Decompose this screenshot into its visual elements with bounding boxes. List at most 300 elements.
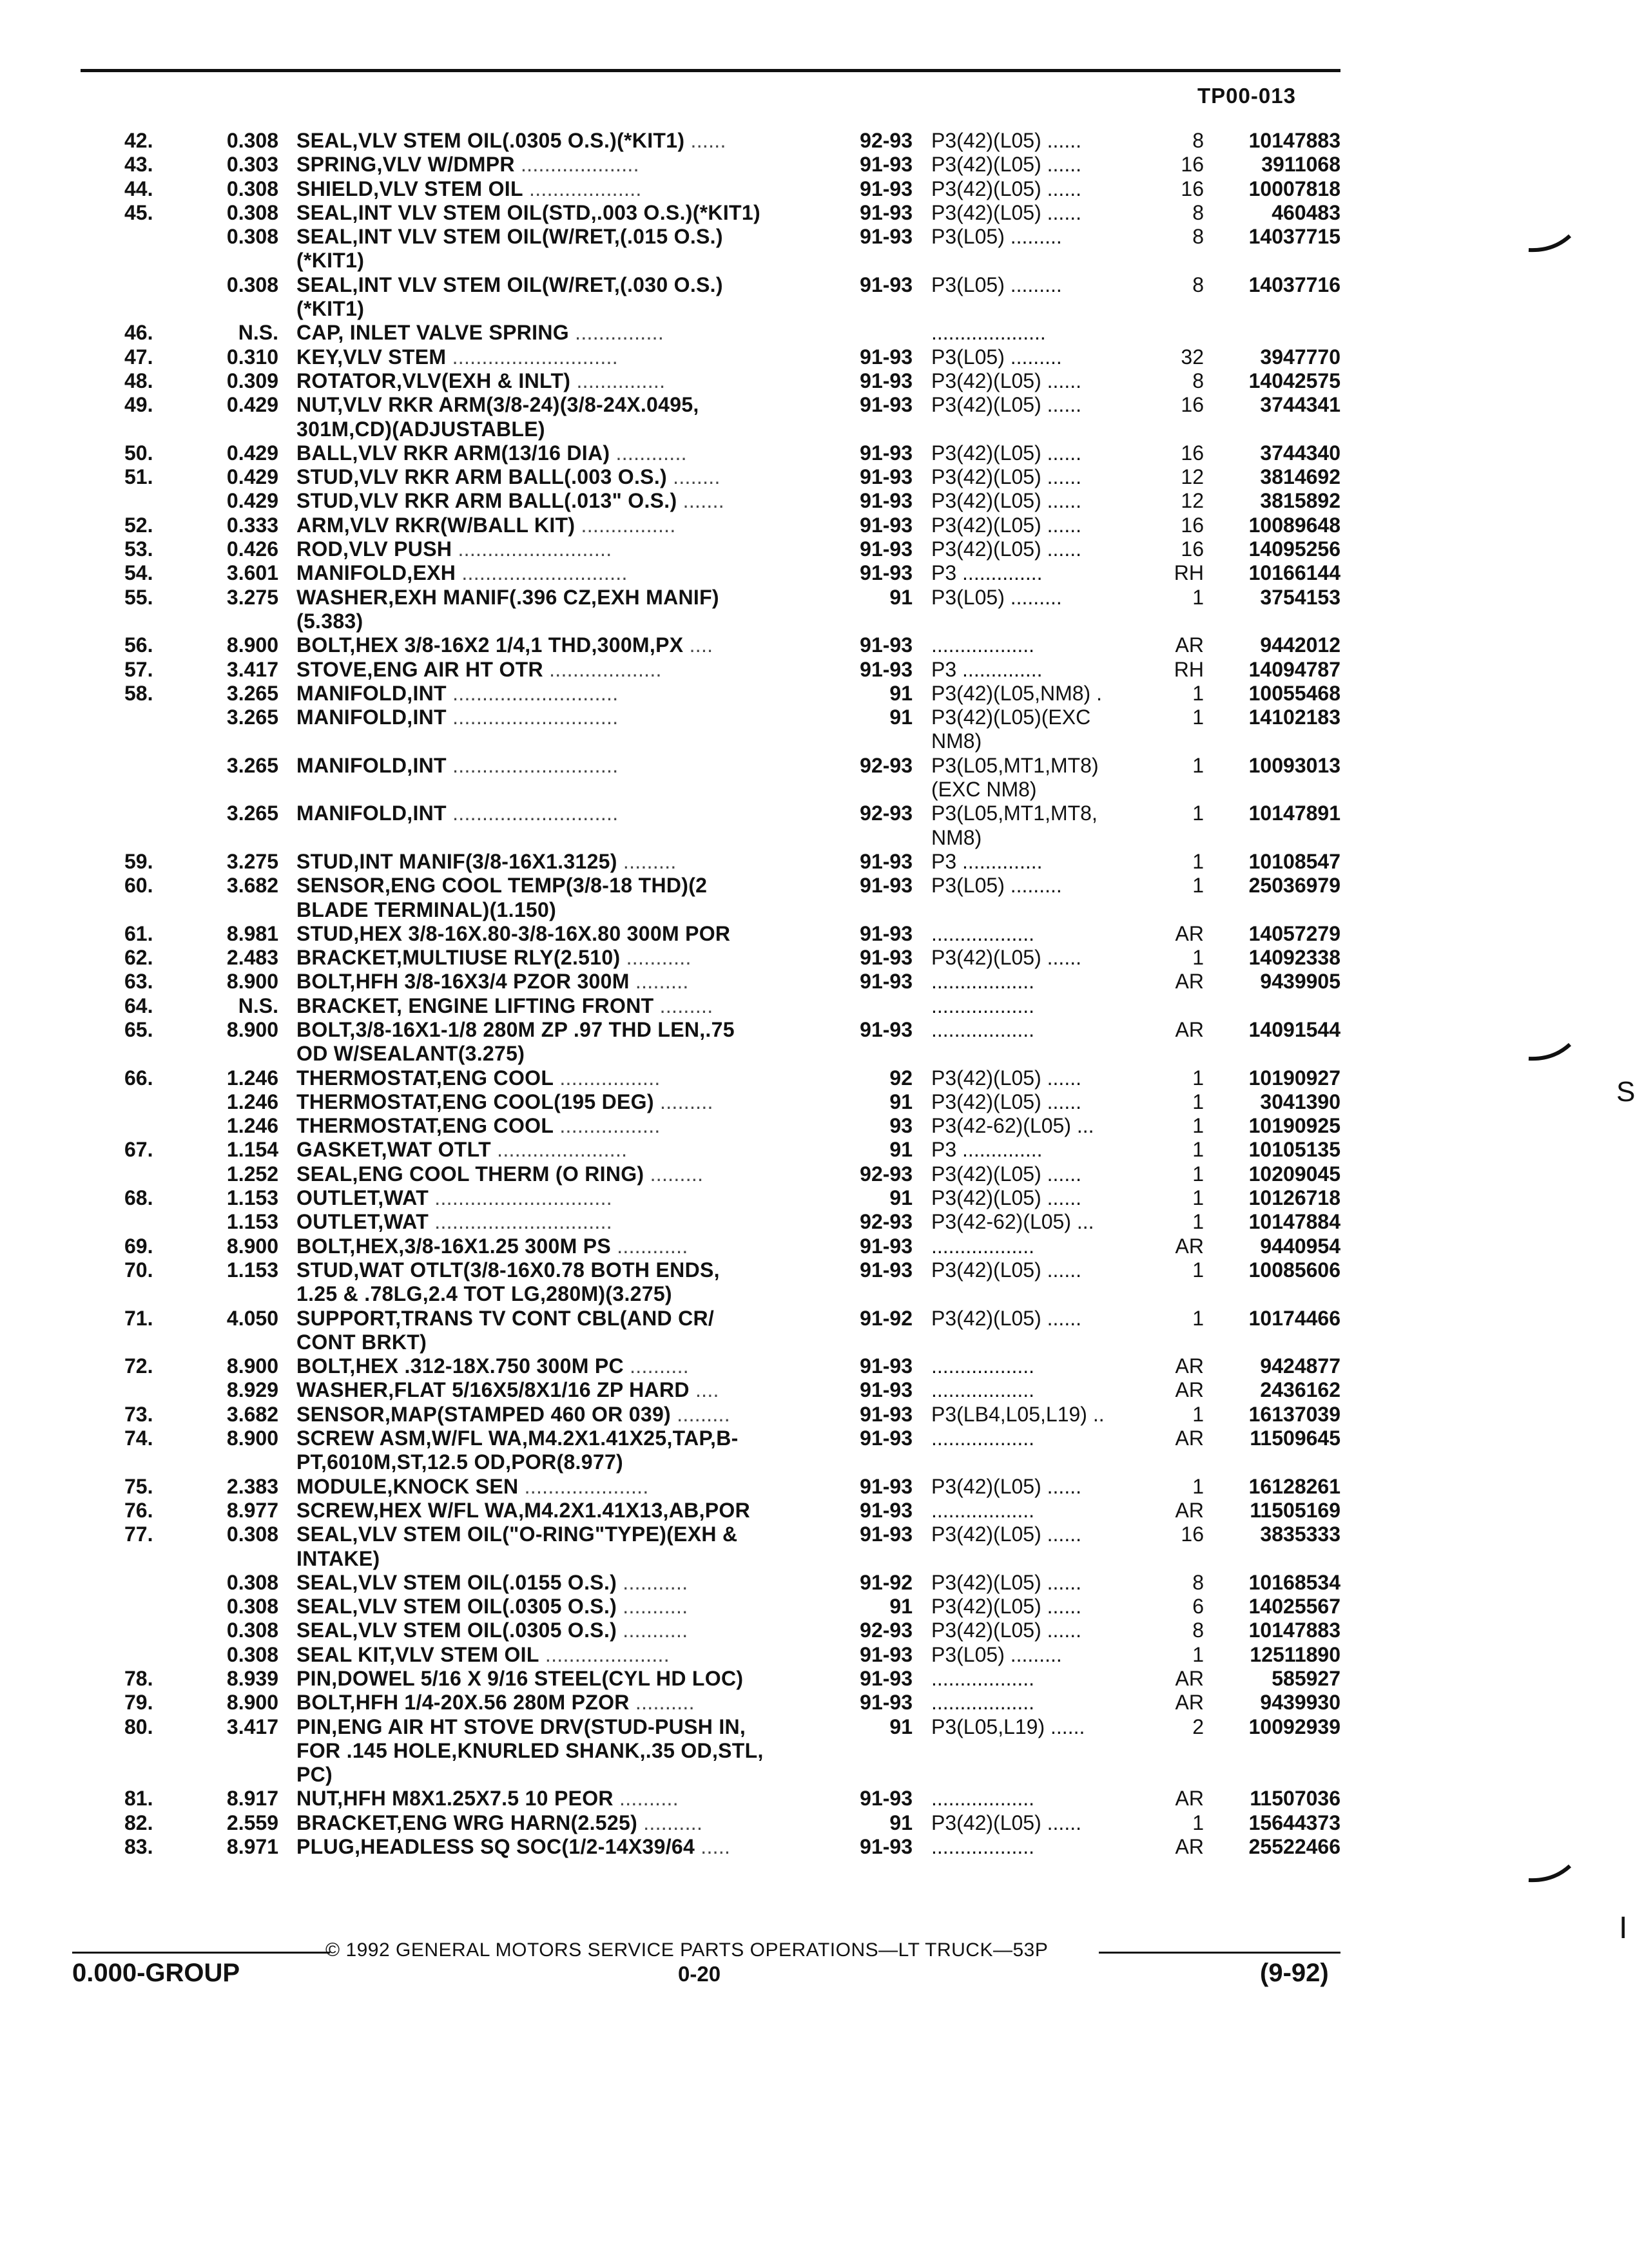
part-description: ,HEX W/FL WA,M4.2X1.41X13,AB,POR bbox=[372, 1498, 751, 1522]
part-description: ,HFH 3/8-16X3/4 PZOR 300M bbox=[349, 970, 630, 994]
part-number: 9424877 bbox=[1260, 1354, 1340, 1378]
leader-dots: ................. bbox=[554, 1066, 661, 1090]
table-row bbox=[0, 610, 1629, 633]
leader-dots: .............................. bbox=[429, 1186, 612, 1210]
description bbox=[296, 1114, 844, 1138]
usage-code: P3(42)(L05) ...... bbox=[931, 1523, 1081, 1546]
quantity: 1 bbox=[1192, 1474, 1204, 1498]
usage-code: P3(42)(L05) ...... bbox=[931, 946, 1081, 970]
leader-dots: ............... bbox=[568, 321, 664, 345]
model-years: 92-93 bbox=[860, 1619, 913, 1642]
description bbox=[296, 561, 844, 585]
model-years: 91-93 bbox=[860, 970, 913, 994]
ref-number: 72. bbox=[124, 1354, 153, 1378]
leader-dots: ................... bbox=[543, 657, 662, 681]
table-row bbox=[0, 1042, 1629, 1066]
ref-number: 50. bbox=[124, 441, 153, 465]
quantity: 8 bbox=[1192, 273, 1204, 296]
part-description: ,WAT bbox=[378, 1186, 429, 1210]
model-years: 91-93 bbox=[860, 441, 913, 465]
ref-number: 46. bbox=[124, 321, 153, 345]
model-years: 91-93 bbox=[860, 1474, 913, 1498]
model-years: 91-93 bbox=[860, 633, 913, 657]
ref-number: 70. bbox=[124, 1258, 153, 1282]
quantity: 1 bbox=[1192, 802, 1204, 825]
model-years: 91-93 bbox=[860, 1258, 913, 1282]
part-number: 9440954 bbox=[1260, 1234, 1340, 1258]
leader-dots: .... bbox=[683, 633, 713, 657]
table-row bbox=[0, 1595, 1629, 1619]
model-years: 91-93 bbox=[860, 345, 913, 369]
table-row bbox=[0, 850, 1629, 874]
group-number: 3.265 bbox=[226, 802, 278, 825]
part-number: 10190925 bbox=[1248, 1114, 1340, 1138]
model-years: 91-93 bbox=[860, 393, 913, 417]
ref-number: 71. bbox=[124, 1306, 153, 1330]
group-number: 3.601 bbox=[226, 561, 278, 585]
usage-code: P3(42)(L05) ...... bbox=[931, 1186, 1081, 1210]
group-number: N.S. bbox=[238, 994, 278, 1017]
table-row bbox=[0, 1787, 1629, 1811]
description bbox=[296, 1331, 844, 1354]
description bbox=[296, 465, 844, 489]
part-noun: SEAL bbox=[296, 1619, 353, 1642]
group-number: 8.929 bbox=[226, 1378, 278, 1402]
usage-code: P3(42)(L05) ...... bbox=[931, 537, 1081, 561]
part-description: ,INT bbox=[407, 753, 447, 777]
leader-dots: ......... bbox=[653, 994, 713, 1017]
part-noun: PIN bbox=[296, 1715, 332, 1738]
part-noun: STUD bbox=[296, 921, 354, 945]
table-row bbox=[0, 1331, 1629, 1354]
group-number: 1.153 bbox=[226, 1258, 278, 1282]
usage-code: P3(L05) ......... bbox=[931, 1642, 1062, 1666]
ref-number: 48. bbox=[124, 369, 153, 392]
description bbox=[296, 321, 844, 345]
part-description: (*KIT1) bbox=[296, 297, 365, 321]
table-row bbox=[0, 754, 1629, 778]
part-description: ,ENG WRG HARN(2.525) bbox=[396, 1811, 638, 1834]
group-number: 0.429 bbox=[226, 393, 278, 417]
table-row bbox=[0, 1258, 1629, 1282]
part-noun: BRACKET bbox=[296, 994, 396, 1017]
description bbox=[296, 1450, 844, 1474]
table-row bbox=[0, 874, 1629, 898]
description bbox=[296, 610, 844, 633]
group-number: 3.265 bbox=[226, 706, 278, 729]
usage-code: P3(L05,MT1,MT8, bbox=[931, 802, 1098, 825]
quantity: RH bbox=[1174, 561, 1204, 585]
group-number: 0.303 bbox=[226, 153, 278, 177]
part-description: ,VLV STEM OIL(.0305 O.S.)(*KIT1) bbox=[352, 129, 685, 152]
part-description: ,TRANS TV CONT CBL(AND CR/ bbox=[395, 1306, 715, 1330]
table-row bbox=[0, 273, 1629, 297]
ref-number: 43. bbox=[124, 153, 153, 177]
quantity: 1 bbox=[1192, 1138, 1204, 1162]
usage-code: P3(42)(L05) ...... bbox=[931, 1619, 1081, 1642]
part-description: PT,6010M,ST,12.5 OD,POR(8.977) bbox=[296, 1450, 623, 1474]
part-noun: SCREW ASM bbox=[296, 1427, 426, 1450]
description bbox=[296, 682, 844, 706]
part-noun: MANIFOLD bbox=[296, 561, 407, 585]
group-number: 0.426 bbox=[226, 537, 278, 561]
part-description: ,WAT OTLT(3/8-16X0.78 BOTH ENDS, bbox=[353, 1258, 720, 1282]
part-noun: PLUG bbox=[296, 1835, 355, 1859]
group-number: 0.308 bbox=[226, 200, 278, 224]
table-row bbox=[0, 1475, 1629, 1499]
group-number: 8.900 bbox=[226, 970, 278, 994]
description bbox=[296, 658, 844, 682]
model-years: 91-93 bbox=[860, 1378, 913, 1402]
ref-number: 67. bbox=[124, 1138, 153, 1162]
model-years: 91-93 bbox=[860, 1427, 913, 1450]
description bbox=[296, 1162, 844, 1186]
model-years: 91-93 bbox=[860, 177, 913, 200]
part-noun: SENSOR bbox=[296, 1402, 385, 1426]
group-number: 3.275 bbox=[226, 849, 278, 873]
part-noun: WASHER bbox=[296, 1378, 389, 1402]
quantity: 1 bbox=[1192, 1186, 1204, 1210]
part-number: 585927 bbox=[1272, 1667, 1340, 1690]
table-row bbox=[0, 321, 1629, 345]
part-description: ,HEX .312-18X.750 300M PC bbox=[349, 1354, 624, 1378]
usage-code: P3(42)(L05)(EXC bbox=[931, 706, 1091, 729]
part-description: ,ENG AIR HT OTR bbox=[367, 657, 543, 681]
scan-tick-mark bbox=[1527, 1041, 1572, 1066]
leader-dots: .............................. bbox=[429, 1210, 612, 1234]
part-description: INTAKE) bbox=[296, 1546, 380, 1570]
description bbox=[296, 802, 844, 825]
description bbox=[296, 1090, 844, 1114]
quantity: 8 bbox=[1192, 129, 1204, 152]
part-description: ,INT VLV STEM OIL(W/RET,(.015 O.S.) bbox=[352, 225, 723, 249]
table-row bbox=[0, 514, 1629, 537]
part-description: ,HEX 3/8-16X.80-3/8-16X.80 300M POR bbox=[353, 921, 731, 945]
table-row bbox=[0, 633, 1629, 657]
quantity: AR bbox=[1175, 1498, 1204, 1522]
table-row bbox=[0, 177, 1629, 201]
table-row bbox=[0, 561, 1629, 585]
part-noun: CAP bbox=[296, 321, 338, 345]
quantity: 16 bbox=[1181, 393, 1204, 417]
group-number: 8.900 bbox=[226, 1234, 278, 1258]
part-description: BLADE TERMINAL)(1.150) bbox=[296, 898, 557, 921]
usage-code: .................... bbox=[931, 321, 1046, 345]
leader-dots: ............................ bbox=[456, 561, 628, 585]
usage-code: NM8) bbox=[931, 729, 982, 753]
table-row bbox=[0, 1811, 1629, 1835]
ref-number: 49. bbox=[124, 393, 153, 417]
usage-code: P3(42)(L05) ...... bbox=[931, 153, 1081, 177]
table-row bbox=[0, 729, 1629, 753]
part-description: ,VLV STEM OIL bbox=[389, 1642, 539, 1666]
group-number: N.S. bbox=[238, 321, 278, 345]
usage-code: P3(LB4,L05,L19) .. bbox=[931, 1402, 1105, 1426]
ref-number: 83. bbox=[124, 1835, 153, 1859]
part-number: 9442012 bbox=[1260, 633, 1340, 657]
leader-dots: ................... bbox=[523, 177, 642, 200]
part-number: 9439930 bbox=[1260, 1691, 1340, 1715]
quantity: 32 bbox=[1181, 345, 1204, 369]
part-noun: SPRING bbox=[296, 153, 377, 177]
usage-code: P3(42-62)(L05) ... bbox=[931, 1114, 1094, 1138]
leader-dots: ............................ bbox=[446, 753, 619, 777]
description bbox=[296, 1547, 844, 1571]
description bbox=[296, 1018, 844, 1042]
table-row bbox=[0, 225, 1629, 249]
part-number: 14091544 bbox=[1248, 1017, 1340, 1041]
model-years: 91 bbox=[889, 681, 913, 705]
part-description: ,ENG COOL(195 DEG) bbox=[436, 1090, 654, 1113]
description bbox=[296, 1667, 844, 1691]
group-number: 1.153 bbox=[226, 1186, 278, 1210]
quantity: 12 bbox=[1181, 489, 1204, 513]
part-description: ,INT bbox=[407, 802, 447, 825]
quantity: 16 bbox=[1181, 441, 1204, 465]
part-description: CONT BRKT) bbox=[296, 1330, 427, 1354]
model-years: 91-93 bbox=[860, 1498, 913, 1522]
part-description: ,W/FL WA,M4.2X1.41X25,TAP,B- bbox=[425, 1427, 739, 1450]
description bbox=[296, 393, 844, 417]
part-description: ,VLV RKR ARM BALL(.013" O.S.) bbox=[353, 489, 677, 513]
quantity: 1 bbox=[1192, 1162, 1204, 1186]
group-number: 3.417 bbox=[226, 657, 278, 681]
part-number: 3814692 bbox=[1260, 465, 1340, 489]
model-years: 91 bbox=[889, 1090, 913, 1113]
group-number: 8.900 bbox=[226, 1427, 278, 1450]
part-description: ,WAT bbox=[378, 1210, 429, 1234]
usage-code: NM8) bbox=[931, 825, 982, 849]
description bbox=[296, 249, 844, 273]
description bbox=[296, 489, 844, 513]
table-row bbox=[0, 465, 1629, 489]
part-noun: BOLT bbox=[296, 1234, 350, 1258]
ref-number: 64. bbox=[124, 994, 153, 1017]
part-description: ,VLV STEM OIL(.0305 O.S.) bbox=[352, 1595, 617, 1619]
model-years: 91-92 bbox=[860, 1306, 913, 1330]
part-noun: OUTLET bbox=[296, 1210, 378, 1234]
leader-dots: ......... bbox=[617, 849, 677, 873]
table-row bbox=[0, 1427, 1629, 1450]
part-description: (5.383) bbox=[296, 609, 363, 633]
model-years: 91 bbox=[889, 706, 913, 729]
usage-code: P3(42)(L05) ...... bbox=[931, 1474, 1081, 1498]
usage-code: P3(L05) ......... bbox=[931, 585, 1062, 609]
part-number: 25522466 bbox=[1248, 1835, 1340, 1859]
model-years: 91-92 bbox=[860, 1570, 913, 1594]
table-row bbox=[0, 1643, 1629, 1667]
group-number: 4.050 bbox=[226, 1306, 278, 1330]
part-number: 14025567 bbox=[1248, 1595, 1340, 1619]
leader-dots: ...................... bbox=[490, 1138, 628, 1162]
usage-code: .................. bbox=[931, 1354, 1035, 1378]
scan-tick-mark bbox=[1527, 1862, 1572, 1888]
group-number: 8.977 bbox=[226, 1498, 278, 1522]
quantity: 1 bbox=[1192, 849, 1204, 873]
ref-number: 76. bbox=[124, 1498, 153, 1522]
description bbox=[296, 1619, 844, 1642]
description bbox=[296, 1523, 844, 1546]
table-row bbox=[0, 393, 1629, 417]
model-years: 91-93 bbox=[860, 1017, 913, 1041]
description bbox=[296, 1138, 844, 1162]
table-row bbox=[0, 489, 1629, 513]
model-years: 91-93 bbox=[860, 946, 913, 970]
group-number: 8.971 bbox=[226, 1835, 278, 1859]
table-row bbox=[0, 345, 1629, 369]
quantity: 1 bbox=[1192, 706, 1204, 729]
description bbox=[296, 754, 844, 778]
table-row bbox=[0, 1835, 1629, 1859]
table-row bbox=[0, 1210, 1629, 1234]
ref-number: 52. bbox=[124, 513, 153, 537]
description bbox=[296, 1475, 844, 1499]
part-number: 10174466 bbox=[1248, 1306, 1340, 1330]
part-description: ,INT bbox=[407, 681, 447, 705]
leader-dots: ................. bbox=[554, 1114, 661, 1138]
table-row bbox=[0, 1763, 1629, 1787]
usage-code: .................. bbox=[931, 633, 1035, 657]
part-noun: NUT bbox=[296, 393, 338, 417]
part-noun: ARM bbox=[296, 513, 344, 537]
part-number: 10007818 bbox=[1248, 177, 1340, 200]
part-description: ,FLAT 5/16X5/8X1/16 ZP HARD bbox=[388, 1378, 690, 1402]
ref-number: 51. bbox=[124, 465, 153, 489]
part-description: ,VLV STEM OIL(.0155 O.S.) bbox=[352, 1570, 617, 1594]
part-description: ,VLV RKR ARM BALL(.003 O.S.) bbox=[353, 465, 667, 489]
group-number: 1.246 bbox=[226, 1066, 278, 1090]
group-number: 8.981 bbox=[226, 921, 278, 945]
leader-dots: ............................ bbox=[446, 706, 619, 729]
quantity: 16 bbox=[1181, 1523, 1204, 1546]
part-number: 3815892 bbox=[1260, 489, 1340, 513]
usage-code: .................. bbox=[931, 1427, 1035, 1450]
table-row bbox=[0, 658, 1629, 682]
quantity: 8 bbox=[1192, 369, 1204, 392]
quantity: 8 bbox=[1192, 1570, 1204, 1594]
part-description: ,HEX,3/8-16X1.25 300M PS bbox=[349, 1234, 612, 1258]
description bbox=[296, 994, 844, 1018]
description bbox=[296, 1811, 844, 1835]
group-number: 0.308 bbox=[226, 225, 278, 249]
model-years: 91-93 bbox=[860, 874, 913, 898]
part-noun: PIN bbox=[296, 1667, 332, 1690]
part-description: 1.25 & .78LG,2.4 TOT LG,280M)(3.275) bbox=[296, 1282, 672, 1306]
quantity: AR bbox=[1175, 1427, 1204, 1450]
table-row bbox=[0, 898, 1629, 922]
quantity: AR bbox=[1175, 1234, 1204, 1258]
part-number: 3744341 bbox=[1260, 393, 1340, 417]
part-noun: SCREW bbox=[296, 1498, 373, 1522]
part-noun: STUD bbox=[296, 465, 354, 489]
part-description: ,DOWEL 5/16 X 9/16 STEEL(CYL HD LOC) bbox=[331, 1667, 744, 1690]
usage-code: P3(42)(L05) ...... bbox=[931, 177, 1081, 200]
ref-number: 62. bbox=[124, 946, 153, 970]
description bbox=[296, 1282, 844, 1306]
parts-table bbox=[0, 129, 1629, 1859]
description bbox=[296, 537, 844, 561]
description bbox=[296, 1307, 844, 1331]
ref-number: 78. bbox=[124, 1667, 153, 1690]
usage-code: .................. bbox=[931, 1017, 1035, 1041]
usage-code: P3(42)(L05) ...... bbox=[931, 489, 1081, 513]
group-number: 1.154 bbox=[226, 1138, 278, 1162]
table-row bbox=[0, 249, 1629, 273]
group-number: 0.308 bbox=[226, 1642, 278, 1666]
model-years: 91 bbox=[889, 1811, 913, 1834]
table-row bbox=[0, 1715, 1629, 1739]
copyright-notice: © 1992 GENERAL MOTORS SERVICE PARTS OPERATIONS—LT TRUCK—53P bbox=[325, 1939, 1049, 1961]
description bbox=[296, 1235, 844, 1258]
part-noun: SEAL bbox=[296, 200, 353, 224]
part-description: ,ENG COOL bbox=[436, 1066, 554, 1090]
description bbox=[296, 1186, 844, 1210]
table-row bbox=[0, 1138, 1629, 1162]
usage-code: .................. bbox=[931, 1835, 1035, 1859]
quantity: AR bbox=[1175, 1017, 1204, 1041]
table-row bbox=[0, 1235, 1629, 1258]
usage-code: P3(42)(L05) ...... bbox=[931, 513, 1081, 537]
usage-code: P3(42)(L05,NM8) . bbox=[931, 681, 1102, 705]
description bbox=[296, 369, 844, 393]
usage-code: P3(42)(L05) ...... bbox=[931, 1090, 1081, 1113]
model-years: 91-93 bbox=[860, 1234, 913, 1258]
part-noun: BOLT bbox=[296, 1691, 350, 1715]
part-description: ,ENG COOL THERM (O RING) bbox=[352, 1162, 644, 1186]
description bbox=[296, 514, 844, 537]
description bbox=[296, 1739, 844, 1763]
quantity: AR bbox=[1175, 1354, 1204, 1378]
quantity: 8 bbox=[1192, 225, 1204, 249]
part-noun: SEAL bbox=[296, 1570, 353, 1594]
part-noun: SEAL bbox=[296, 129, 353, 152]
ref-number: 69. bbox=[124, 1234, 153, 1258]
part-number: 9439905 bbox=[1260, 970, 1340, 994]
part-noun: MANIFOLD bbox=[296, 802, 407, 825]
part-description: 301M,CD)(ADJUSTABLE) bbox=[296, 417, 545, 441]
ref-number: 42. bbox=[124, 129, 153, 152]
group-number: 0.429 bbox=[226, 441, 278, 465]
ref-number: 68. bbox=[124, 1186, 153, 1210]
description bbox=[296, 441, 844, 465]
part-noun: STUD bbox=[296, 849, 354, 873]
usage-code: .................. bbox=[931, 1787, 1035, 1811]
group-number: 2.383 bbox=[226, 1474, 278, 1498]
part-number: 16137039 bbox=[1248, 1402, 1340, 1426]
group-number: 1.153 bbox=[226, 1210, 278, 1234]
description bbox=[296, 1691, 844, 1715]
table-row bbox=[0, 418, 1629, 441]
part-description: ,VLV STEM OIL bbox=[373, 177, 523, 200]
part-noun: STUD bbox=[296, 1258, 354, 1282]
part-noun: MANIFOLD bbox=[296, 753, 407, 777]
part-number: 14037716 bbox=[1248, 273, 1340, 296]
usage-code: .................. bbox=[931, 1378, 1035, 1402]
part-number: 10085606 bbox=[1248, 1258, 1340, 1282]
quantity: 1 bbox=[1192, 1402, 1204, 1426]
group-number: 0.308 bbox=[226, 1595, 278, 1619]
group-number: 0.308 bbox=[226, 273, 278, 296]
part-number: 25036979 bbox=[1248, 874, 1340, 898]
part-description: ,ENG COOL bbox=[436, 1114, 554, 1138]
table-row bbox=[0, 369, 1629, 393]
ref-number: 57. bbox=[124, 657, 153, 681]
ref-number: 75. bbox=[124, 1474, 153, 1498]
part-number: 2436162 bbox=[1260, 1378, 1340, 1402]
leader-dots: .......................... bbox=[452, 537, 612, 561]
table-row bbox=[0, 129, 1629, 153]
table-row bbox=[0, 1066, 1629, 1090]
